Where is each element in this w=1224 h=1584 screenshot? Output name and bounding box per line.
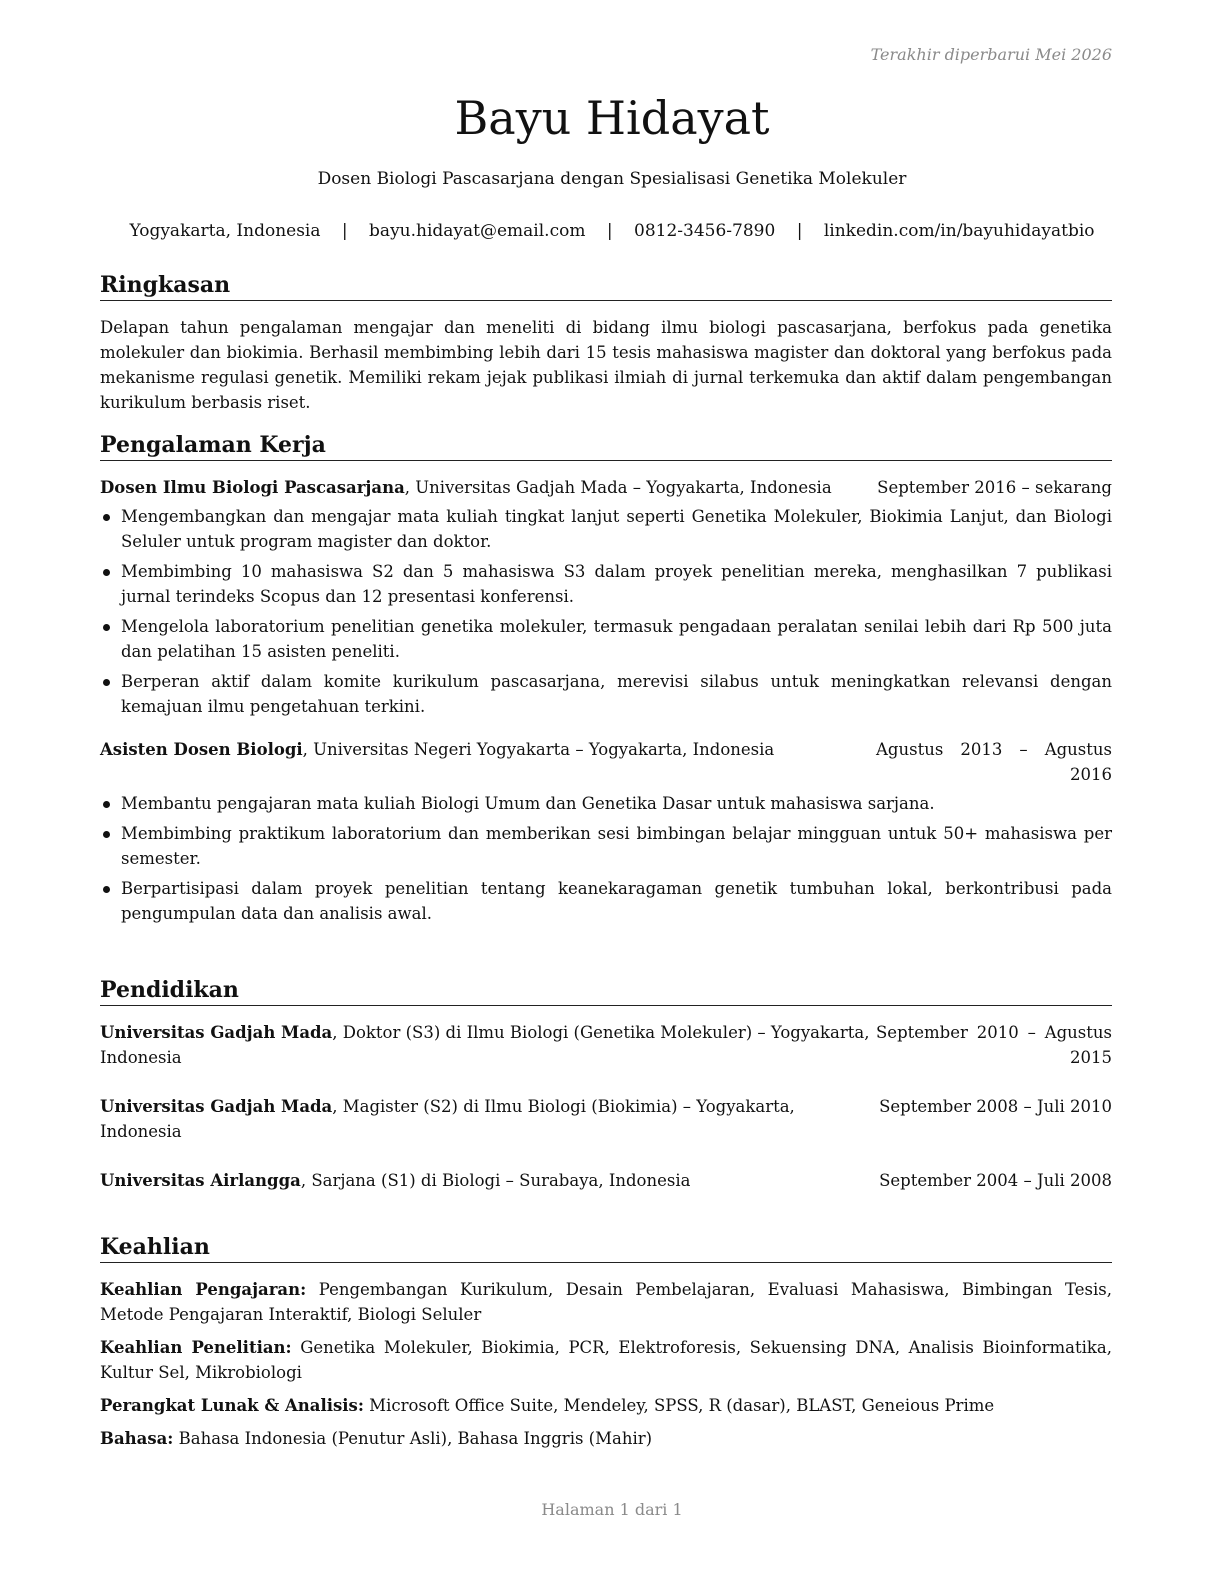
job-dates: Agustus 2013 – Agustus 2016 [876,740,1112,784]
skill-label: Keahlian Pengajaran: [100,1280,307,1299]
bullet-text: Mengembangkan dan mengajar mata kuliah tingkat lanjut seperti Genetika Molekuler, Biokimia Lanjut, dan Biologi Seluler untuk program magister dan doktor. [121,507,1112,551]
job-bullets [100,791,1112,926]
bullet-icon [103,831,110,838]
bullet-icon [103,801,110,808]
person-tagline: Dosen Biologi Pascasarjana dengan Spesialisasi Genetika Molekuler [317,169,907,189]
education-dates: September 2004 – Juli 2008 [879,1171,1112,1190]
education-entry [100,1094,1112,1144]
education-dates: September 2010 – Agustus 2015 [876,1023,1112,1067]
job-org: , Universitas Gadjah Mada – Yogyakarta, Indonesia [404,478,832,497]
skill-label: Perangkat Lunak & Analisis: [100,1396,364,1415]
education-school: Universitas Gadjah Mada [100,1023,333,1042]
bullet-icon [103,886,110,893]
education-degree: , Doktor (S3) di Ilmu Biologi (Genetika Molekuler) – Yogyakarta, Indonesia [100,1023,870,1067]
bullet-icon [103,624,110,631]
job-header [100,475,1112,500]
experience-section [100,431,1112,931]
skill-label: Bahasa: [100,1429,174,1448]
contact-separator: | [796,221,803,241]
job-dates: September 2016 – sekarang [877,478,1112,497]
job-entry [100,737,1112,926]
bullet-icon [103,679,110,686]
education-section [100,976,1112,1193]
job-bullets [100,504,1112,719]
job-title-line [100,737,875,762]
section-title: Keahlian [100,1233,1112,1263]
list-item [100,821,1112,871]
contact-email: bayu.hidayat@email.com [369,221,586,241]
summary-section [100,271,1112,415]
job-entry [100,475,1112,719]
education-degree: , Sarjana (S1) di Biologi – Surabaya, Indonesia [300,1171,691,1190]
education-school: Universitas Airlangga [100,1171,301,1190]
contact-line [0,218,1224,244]
job-org: , Universitas Negeri Yogyakarta – Yogyakarta, Indonesia [302,740,775,759]
skill-row [100,1277,1112,1327]
bullet-text: Membimbing praktikum laboratorium dan memberikan sesi bimbingan belajar mingguan untuk 50+ mahasiswa per semester. [121,824,1112,868]
skill-row [100,1393,1112,1418]
list-item [100,791,1112,816]
person-name: Bayu Hidayat [454,91,770,145]
education-title-line [100,1168,875,1193]
list-item [100,504,1112,554]
job-role: Dosen Ilmu Biologi Pascasarjana [100,478,405,497]
skill-row [100,1335,1112,1385]
contact-linkedin: linkedin.com/in/bayuhidayatbio [823,221,1095,241]
job-role: Asisten Dosen Biologi [100,740,303,759]
list-item [100,669,1112,719]
bullet-text: Membimbing 10 mahasiswa S2 dan 5 mahasiswa S3 dalam proyek penelitian mereka, menghasilkan 7 publikasi jurnal terindeks Scopus dan 12 presentasi konferensi. [121,562,1112,606]
contact-phone: 0812-3456-7890 [634,221,776,241]
section-title: Pengalaman Kerja [100,431,1112,461]
education-degree: , Magister (S2) di Ilmu Biologi (Biokimia) – Yogyakarta, Indonesia [100,1097,795,1141]
bullet-text: Membantu pengajaran mata kuliah Biologi Umum dan Genetika Dasar untuk mahasiswa sarjana. [121,794,935,813]
skill-value: Microsoft Office Suite, Mendeley, SPSS, R (dasar), BLAST, Geneious Prime [363,1396,995,1415]
bullet-text: Berperan aktif dalam komite kurikulum pascasarjana, merevisi silabus untuk meningkatkan relevansi dengan kemajuan ilmu pengetahuan terkini. [121,672,1112,716]
page-number: Halaman 1 dari 1 [541,1500,683,1519]
contact-location: Yogyakarta, Indonesia [129,221,321,241]
contact-separator: | [341,221,348,241]
education-title-line [100,1020,875,1070]
last-updated-note: Terakhir diperbarui Mei 2026 [870,45,1112,64]
section-title: Pendidikan [100,976,1112,1006]
skill-value: Pengembangan Kurikulum, Desain Pembelajaran, Evaluasi Mahasiswa, Bimbingan Tesis, Metode Pengajaran Interaktif, Biologi Seluler [100,1280,1112,1324]
bullet-icon [103,569,110,576]
section-title: Ringkasan [100,271,1112,301]
skill-label: Keahlian Penelitian: [100,1338,292,1357]
job-header [100,737,1112,787]
skills-section [100,1233,1112,1459]
list-item [100,614,1112,664]
skill-value: Genetika Molekuler, Biokimia, PCR, Elektroforesis, Sekuensing DNA, Analisis Bioinformatika, Kultur Sel, Mikrobiologi [100,1338,1112,1382]
bullet-icon [103,514,110,521]
list-item [100,559,1112,609]
list-item [100,876,1112,926]
education-entry [100,1020,1112,1070]
education-school: Universitas Gadjah Mada [100,1097,333,1116]
bullet-text: Mengelola laboratorium penelitian genetika molekuler, termasuk pengadaan peralatan senilai lebih dari Rp 500 juta dan pelatihan 15 asisten peneliti. [121,617,1112,661]
education-dates: September 2008 – Juli 2010 [879,1097,1112,1116]
job-title-line [100,475,875,500]
education-title-line [100,1094,875,1144]
skill-row [100,1426,1112,1451]
skill-value: Bahasa Indonesia (Penutur Asli), Bahasa Inggris (Mahir) [173,1429,653,1448]
summary-text: Delapan tahun pengalaman mengajar dan meneliti di bidang ilmu biologi pascasarjana, berfokus pada genetika molekuler dan biokimia. Berhasil membimbing lebih dari 15 tesis mahasiswa magister dan doktoral yang berfokus pada mekanisme regulasi genetik. Memiliki rekam jejak publikasi ilmiah di jurnal terkemuka dan aktif dalam pengembangan kurikulum berbasis riset. [100,318,1112,412]
bullet-text: Berpartisipasi dalam proyek penelitian tentang keanekaragaman genetik tumbuhan lokal, berkontribusi pada pengumpulan data dan analisis awal. [121,879,1112,923]
education-entry [100,1168,1112,1193]
skills-list [100,1277,1112,1451]
contact-separator: | [606,221,613,241]
